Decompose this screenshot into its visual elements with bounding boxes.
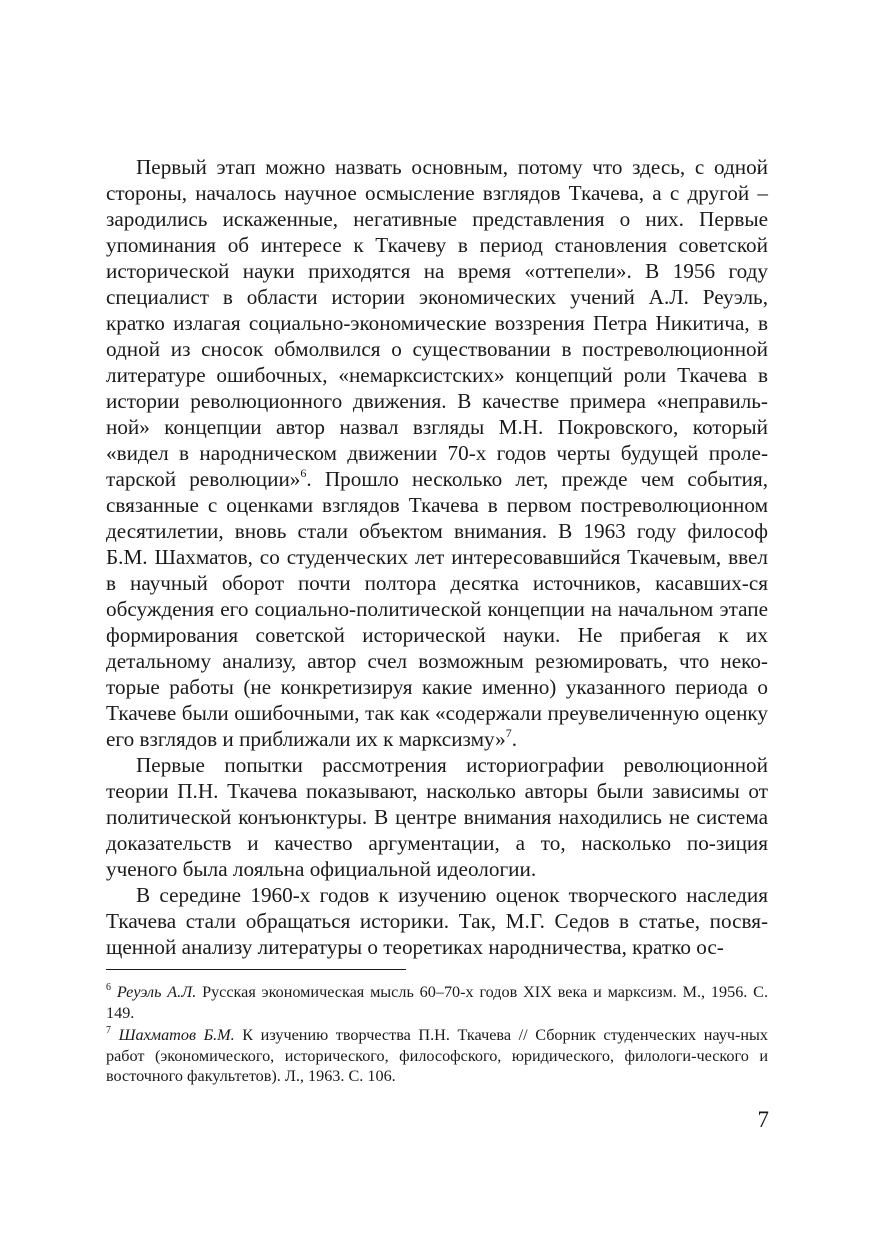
footnotes: [106, 982, 768, 1089]
footnote-author: Реуэль А.Л.: [116, 983, 197, 1001]
paragraph-3: В середине 1960-х годов к изучению оценок творческого наследия Ткачева стали обращаться историки. Так, М.Г. Седов в статье, посвя-щенной анализу литературы о теоретиках народничества, кратко ос-: [106, 883, 768, 959]
paragraph-2: Первые попытки рассмотрения историографии революционной теории П.Н. Ткачева показывают, насколько авторы были зависимы от политической конъюнктуры. В центре внимания находились не система доказательств и качество аргументации, а то, насколько по-зиция ученого была лояльна официальной идеологии.: [106, 753, 768, 881]
paragraph-1: [106, 154, 768, 752]
footnote-separator: [106, 969, 406, 970]
paragraph-1-text-b: . Прошло несколько лет, прежде чем события, связанные с оценками взглядов Ткачева в первом постреволюционном десятилетии, вновь стали объектом внимания. В 1963 году философ Б.М. Шахматов, со студенческих лет интересовавшийся Ткачевым, ввел в научный оборот почти полтора десятка источников, касавших-ся обсуждения его социально-политической концепции на начальном этапе формирования советской исторической науки. Не прибегая к их детальному анализу, автор счел возможным резюмировать, что неко-торые работы (не конкретизируя какие именно) указанного периода о Ткачеве были ошибочными, так как «содержали преувеличенную оценку его взглядов и приближали их к марксизму»: [106, 467, 768, 751]
footnote-author: Шахматов Б.М.: [118, 1026, 235, 1044]
paragraph-1-text-a: Первый этап можно назвать основным, потому что здесь, с одной стороны, началось научное осмысление взглядов Ткачева, а с другой – зародились искаженные, негативные представления о них. Первые упоминания об интересе к Ткачеву в период становления советской исторической науки приходятся на время «оттепели». В 1956 году специалист в области истории экономических учений А.Л. Реуэль, кратко излагая социально-экономические воззрения Петра Никитича, в одной из сносок обмолвился о существовании в постреволюционной литературе ошибочных, «немарксистских» концепций роли Ткачева в истории революционного движения. В качестве примера «неправиль-ной» концепции автор назвал взгляды М.Н. Покровского, который «видел в народническом движении 70-х годов черты будущей проле-тарской революции»: [106, 155, 768, 491]
footnote-number: 6: [106, 982, 111, 993]
main-text: [106, 154, 768, 960]
footnote-text: Русская экономическая мысль 60–70-х годов XIX века и марксизм. М., 1956. С. 149.: [106, 983, 769, 1022]
paragraph-1-text-c: .: [511, 727, 518, 751]
footnote-ref-6[interactable]: 6: [300, 466, 307, 480]
page-number: 7: [757, 1107, 769, 1132]
footnote-number: 7: [106, 1025, 111, 1036]
footnote-text: К изучению творчества П.Н. Ткачева // Сборник студенческих науч-ных работ (экономического, исторического, философского, юридического, филологи-ческого и восточного факультетов). Л., 1963. С. 106.: [106, 1026, 768, 1085]
footnote-ref-7[interactable]: 7: [505, 726, 512, 740]
footnote-7: [106, 1025, 768, 1087]
footnote-6: [106, 982, 768, 1023]
